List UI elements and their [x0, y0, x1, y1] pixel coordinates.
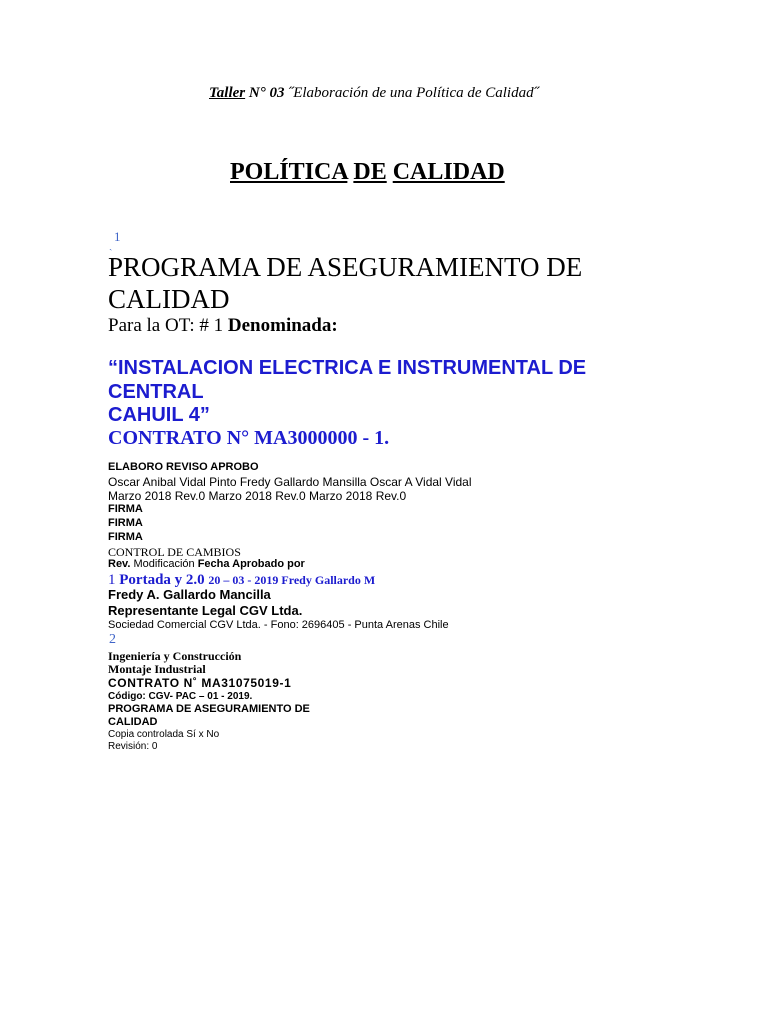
program-title-line-1: PROGRAMA DE ASEGURAMIENTO DE — [108, 252, 583, 282]
approvals-header: ELABORO REVISO APROBO — [108, 461, 259, 473]
ot-named: Denominada: — [227, 315, 338, 336]
signature-field-3: FIRMA — [108, 531, 143, 543]
changes-col-mod: Modificación — [133, 558, 195, 570]
contract-number: CONTRATO N° MA3000000 - 1. — [108, 427, 390, 449]
company-tagline-2: Montaje Industrial — [108, 662, 206, 676]
signer-name: Fredy A. Gallardo Mancilla — [108, 587, 271, 602]
page-title — [230, 159, 505, 186]
changes-col-rev: Rev. — [108, 558, 131, 570]
company-tagline-1: Ingeniería y Construcción — [108, 649, 242, 663]
page-title-word-2: DE — [353, 159, 387, 185]
workshop-header — [209, 85, 539, 102]
contract-number-2: CONTRATO N˚ MA31075019-1 — [108, 676, 292, 690]
ot-line — [108, 315, 338, 337]
changes-col-rest: Fecha Aprobado por — [197, 558, 305, 570]
page-marker-1: 1 — [114, 229, 121, 244]
page-marker-2: 2 — [109, 632, 116, 647]
workshop-label: Taller — [209, 85, 246, 101]
changes-row-rest: 20 – 03 - 2019 Fredy Gallardo M — [208, 573, 376, 587]
project-line-1: “INSTALACION ELECTRICA E INSTRUMENTAL DE — [108, 357, 587, 379]
workshop-title: ˝Elaboración de una Política de Calidad˝ — [288, 85, 539, 101]
ot-prefix: Para la OT: # 1 — [108, 315, 224, 336]
workshop-number: N° 03 — [248, 85, 285, 101]
project-line-2: CENTRAL — [108, 381, 204, 403]
marker-tick: ˎ — [109, 240, 113, 251]
changes-row-num: 1 — [108, 572, 116, 588]
changes-title: CONTROL DE CAMBIOS — [108, 545, 241, 559]
program-title-2-line-2: CALIDAD — [108, 716, 158, 728]
page-title-word-1: POLÍTICA — [230, 159, 348, 185]
changes-row-mod: Portada y 2.0 — [119, 572, 205, 588]
project-line-3: CAHUIL 4” — [108, 404, 210, 426]
approvals-names: Oscar Anibal Vidal Pinto Fredy Gallardo Mansilla Oscar A Vidal Vidal — [108, 475, 472, 489]
changes-header — [108, 558, 305, 570]
approvals-dates: Marzo 2018 Rev.0 Marzo 2018 Rev.0 Marzo 2018 Rev.0 — [108, 489, 407, 503]
copy-control: Copia controlada Sí x No — [108, 729, 220, 740]
document-code: Código: CGV- PAC – 01 - 2019. — [108, 691, 253, 702]
company-info: Sociedad Comercial CGV Ltda. - Fono: 2696405 - Punta Arenas Chile — [108, 619, 449, 631]
revision-label: Revisión: 0 — [108, 741, 158, 752]
signer-role: Representante Legal CGV Ltda. — [108, 603, 303, 618]
page-title-word-3: CALIDAD — [392, 159, 505, 185]
signature-field-1: FIRMA — [108, 503, 143, 515]
program-title-line-2: CALIDAD — [108, 284, 230, 314]
program-title-2-line-1: PROGRAMA DE ASEGURAMIENTO DE — [108, 703, 310, 715]
signature-field-2: FIRMA — [108, 517, 143, 529]
